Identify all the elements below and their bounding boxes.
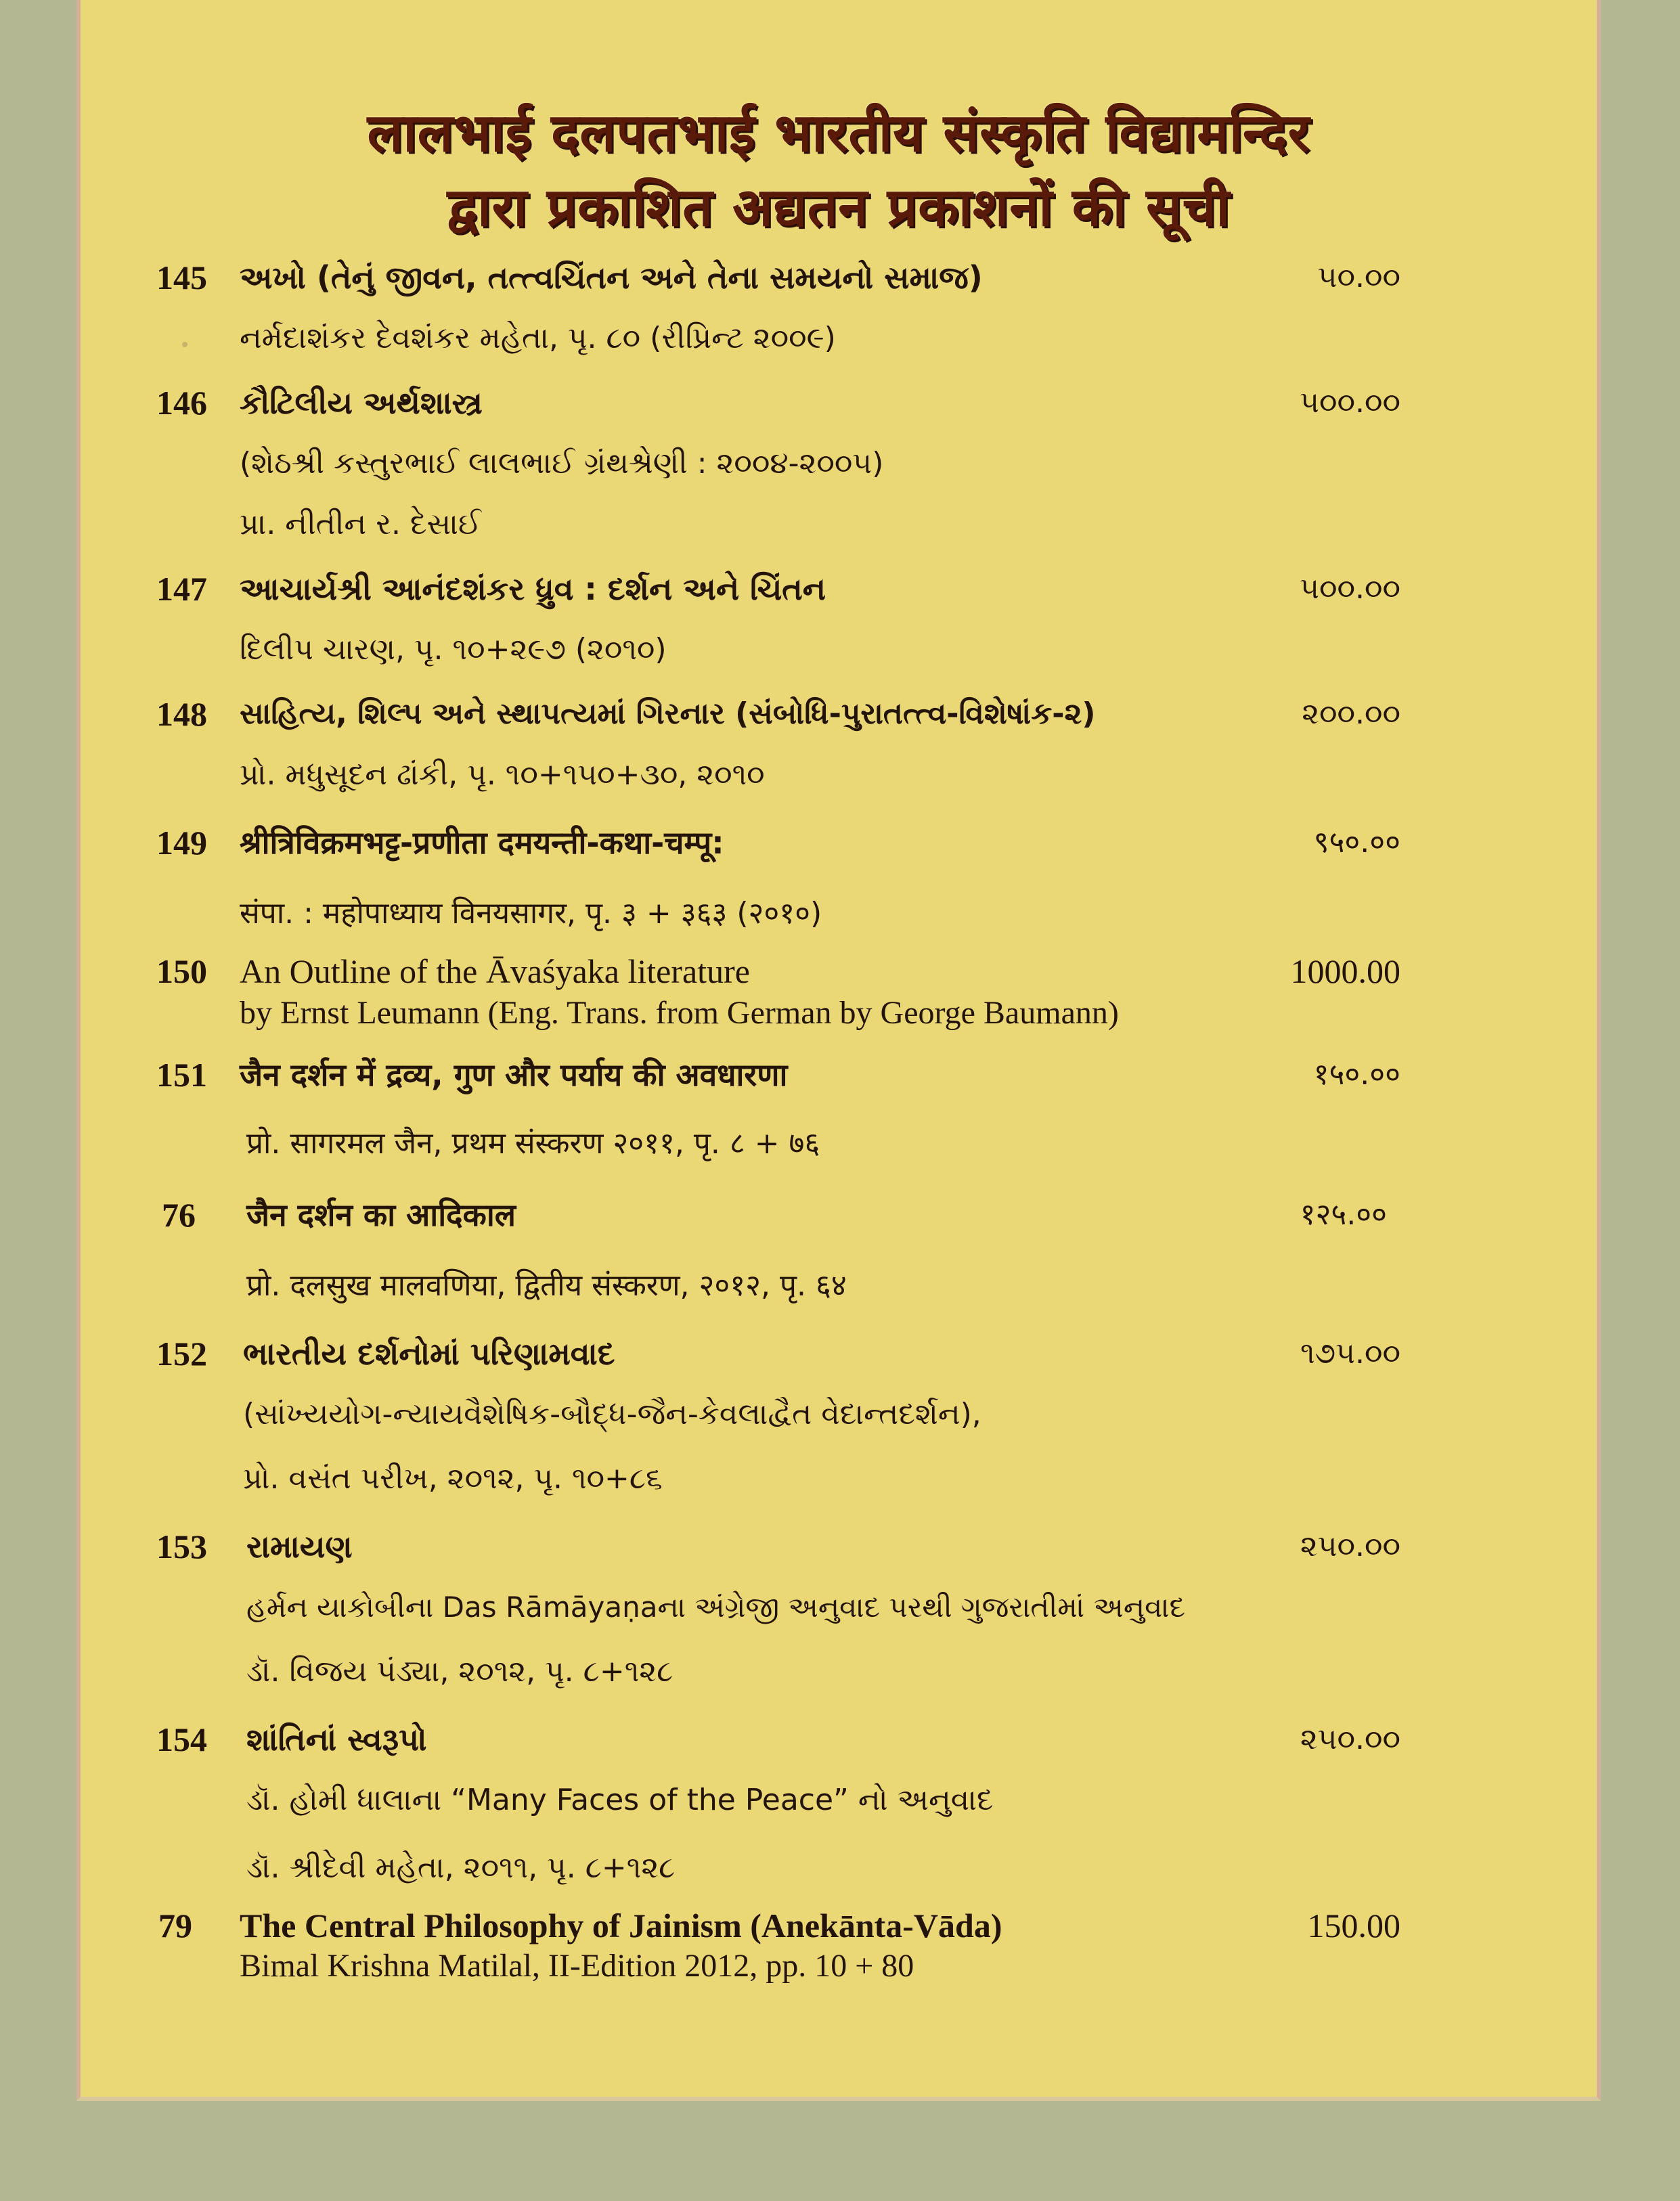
entry-title: जैन दर्शन में द्रव्य, गुण और पर्याय की अवधारणा (240, 1057, 788, 1093)
entry-number: 151 (156, 1056, 207, 1094)
entry-title: ભારતીય દર્શનોમાં પરિણામવાદ (243, 1335, 615, 1372)
entry-author: પ્રો. વસંત પરીખ, ૨૦૧૨, પૃ. ૧૦+૮૬ (243, 1461, 663, 1496)
entry-price: ૫૦૦.૦૦ (1300, 385, 1400, 420)
entry-author: Bimal Krishna Matilal, II-Edition 2012, pp. 10 + 80 (240, 1948, 914, 1984)
entry-price: १५०.०० (1313, 1057, 1400, 1092)
entry-title: રામાયણ (246, 1528, 353, 1565)
entry-price: ૫૦૦.૦૦ (1300, 571, 1400, 606)
entry-title: શાંતિનાં સ્વરૂપો (246, 1721, 427, 1758)
entry-author: દિલીપ ચારણ, પૃ. ૧૦+૨૯૭ (૨૦૧૦) (240, 632, 667, 667)
list-item-76 (81, 1195, 1597, 1235)
list-item-79 (81, 1905, 1597, 1946)
entry-number: 145 (156, 259, 207, 296)
entry-price: ૨૫૦.૦૦ (1300, 1529, 1400, 1563)
entry-number: 79 (158, 1907, 192, 1944)
entry-title: The Central Philosophy of Jainism (Anekānta-Vāda) (240, 1907, 1002, 1944)
list-item-154 (81, 1719, 1597, 1760)
entry-number: 147 (156, 570, 207, 608)
entry-author: प्रो. सागरमल जैन, प्रथम संस्करण २०११, पृ. ८ + ७६ (246, 1126, 820, 1161)
entry-number: 148 (156, 695, 207, 733)
entry-price: ૧૭૫.૦૦ (1300, 1336, 1400, 1371)
entry-author: નર્મદાશંકર દેવશંકર મહેતા, પૃ. ૮૦ (રીપ્રિન્ટ ૨૦૦૯) (240, 321, 836, 355)
entry-title: An Outline of the Āvaśyaka literature (240, 952, 750, 990)
entry-author: by Ernst Leumann (Eng. Trans. from German by George Baumann) (240, 995, 1119, 1031)
entry-number: 149 (156, 824, 207, 862)
entry-price: ૫૦.૦૦ (1317, 260, 1400, 294)
list-item-147 (81, 569, 1597, 609)
entry-title: जैन दर्शन का आदिकाल (246, 1197, 516, 1233)
scan-mark-icon (182, 342, 187, 347)
entry-series: (શેઠશ્રી કસ્તુરભાઈ લાલભાઈ ગ્રંથશ્રેણી : ૨૦૦૪-૨૦૦૫) (240, 446, 884, 481)
entry-description: ડૉ. હોમી ધાલાના “Many Faces of the Peace” નો અનુવાદ (246, 1783, 994, 1817)
publication-list-page (76, 0, 1601, 2101)
entry-title: અખો (તેનું જીવન, તત્ત્વચિંતન અને તેના સમયનો સમાજ) (240, 259, 983, 296)
entry-number: 76 (162, 1196, 196, 1234)
entry-subtitle: (સાંખ્યયોગ-ન્યાયવૈશેષિક-બૌદ્ધ-જૈન-કેવલાદ્વૈત વેદાન્તદર્શન), (243, 1397, 981, 1431)
list-item-150 (81, 951, 1597, 992)
list-item-153 (81, 1526, 1597, 1567)
entry-title: श्रीत्रिविक्रमभट्ट-प्रणीता दमयन्ती-कथा-चम्पू: (240, 824, 724, 861)
page-title-line-2: द्वारा प्रकाशित अद्यतन प्रकाशनों की सूची (447, 177, 1231, 238)
entry-price: 1000.00 (1290, 952, 1400, 990)
list-item-148 (81, 694, 1597, 734)
entry-price: 150.00 (1307, 1907, 1400, 1944)
list-item-149 (81, 822, 1597, 863)
entry-number: 154 (156, 1720, 207, 1758)
entry-author: ડૉ. શ્રીદેવી મહેતા, ૨૦૧૧, પૃ. ૮+૧૨૮ (246, 1850, 676, 1885)
entry-price: १२५.०० (1300, 1197, 1387, 1232)
entry-author: પ્રો. મધુસૂદન ઢાંકી, પૃ. ૧૦+૧૫૦+૩૦, ૨૦૧૦ (240, 757, 765, 792)
entry-price: ९५०.०० (1313, 825, 1400, 860)
entry-editor: संपा. : महोपाध्याय विनयसागर, पृ. ३ + ३६३ (२०१०) (240, 896, 822, 931)
page-title-line-1: लालभाई दलपतभाई भारतीय संस्कृति विद्यामन्दिर (367, 103, 1310, 164)
entry-price: ૨૫૦.૦૦ (1300, 1722, 1400, 1756)
entry-title: સાહિત્ય, શિલ્પ અને સ્થાપત્યમાં ગિરનાર (સંબોધિ-પુરાતત્ત્વ-વિશેષાંક-૨) (240, 696, 1096, 731)
entry-number: 153 (156, 1528, 207, 1565)
list-item-151 (81, 1054, 1597, 1095)
entry-title: આચાર્યશ્રી આનંદશંકર ધ્રુવ : દર્શન અને ચિંતન (240, 571, 826, 607)
entry-description: હર્મન યાકોબીના Das Rāmāyaṇaના અંગ્રેજી અનુવાદ પરથી ગુજરાતીમાં અનુવાદ (246, 1591, 1186, 1624)
entry-number: 150 (156, 952, 207, 990)
list-item-145 (81, 257, 1597, 298)
entry-number: 146 (156, 384, 207, 422)
list-item-146 (81, 382, 1597, 423)
list-item-152 (81, 1333, 1597, 1374)
entry-title: કૌટિલીય અર્થશાસ્ત્ર (240, 384, 483, 421)
entry-author: પ્રા. નીતીન ર. દેસાઈ (240, 507, 481, 541)
entry-author: प्रो. दलसुख मालवणिया, द्वितीय संस्करण, २०१२, पृ. ६४ (246, 1268, 847, 1303)
entry-author: ડૉ. વિજય પંડ્યા, ૨૦૧૨, પૃ. ૮+૧૨૮ (246, 1654, 673, 1689)
entry-price: ૨૦૦.૦૦ (1302, 696, 1400, 731)
entry-number: 152 (156, 1335, 207, 1373)
